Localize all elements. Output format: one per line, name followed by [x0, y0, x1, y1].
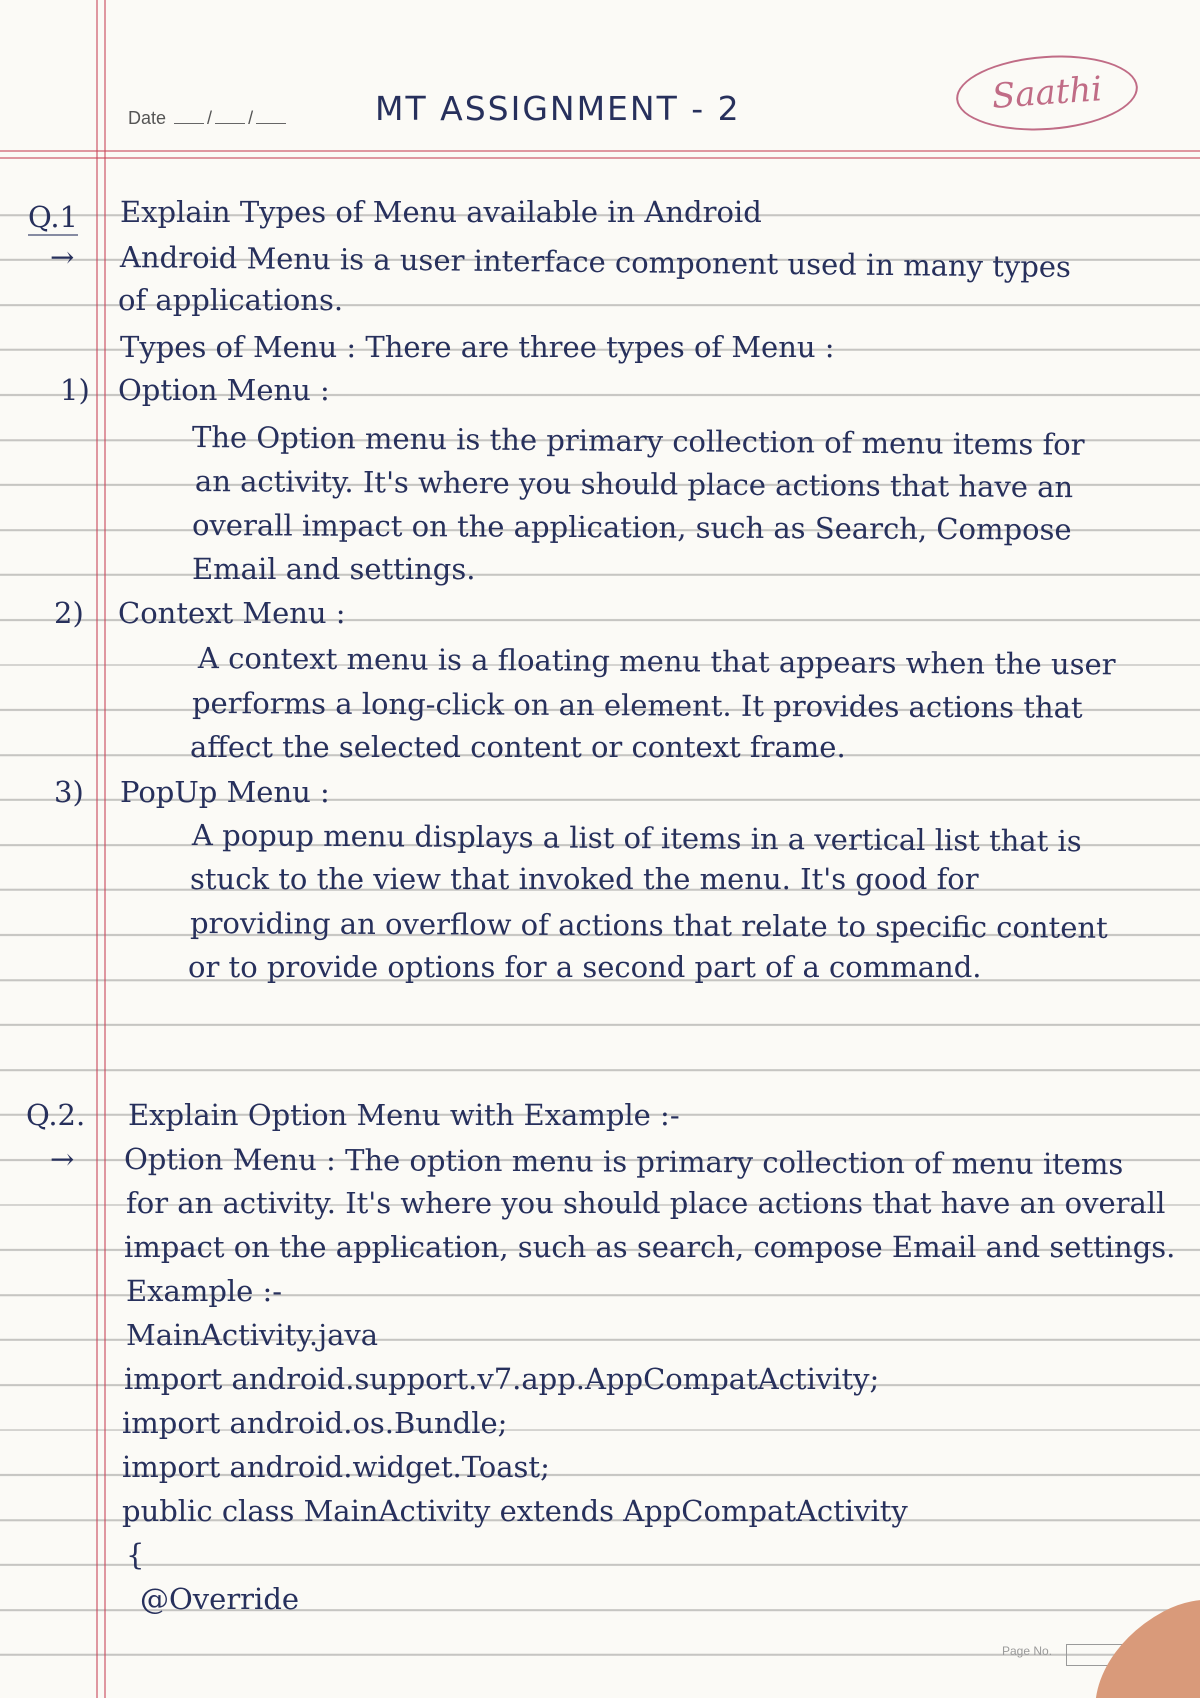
q2-filename: MainActivity.java	[126, 1318, 379, 1352]
date-label: Date	[128, 108, 167, 128]
brand-logo: Saathi	[954, 50, 1141, 137]
answer-arrow-2: →	[50, 1142, 75, 1176]
left-margin-line-inner	[104, 0, 106, 1698]
header-rule-inner	[0, 157, 1200, 159]
item-2-number: 2)	[54, 596, 84, 630]
item-2-line-2: performs a long-click on an element. It provides actions that	[191, 686, 1083, 725]
header-rule	[0, 150, 1200, 152]
q2-line-3: impact on the application, such as search, compose Email and settings.	[124, 1230, 1176, 1264]
item-1-line-4: Email and settings.	[192, 552, 476, 586]
item-2-line-3: affect the selected content or context frame.	[190, 730, 846, 764]
question-2-text: Explain Option Menu with Example :-	[128, 1098, 680, 1132]
item-3-line-4: or to provide options for a second part of a command.	[188, 950, 982, 984]
item-3-number: 3)	[54, 775, 84, 809]
item-3-line-3: providing an overflow of actions that relate to specific content	[189, 906, 1108, 945]
item-1-line-1: The Option menu is the primary collection of menu items for	[191, 420, 1085, 462]
item-3-line-2: stuck to the view that invoked the menu. It's good for	[190, 862, 979, 896]
q1-intro-line-2: of applications.	[118, 283, 344, 317]
code-line-import-2: import android.os.Bundle;	[122, 1406, 508, 1440]
date-field: Date / /	[128, 108, 289, 129]
item-1-line-2: an activity. It's where you should place actions that have an	[194, 464, 1074, 505]
code-line-class: public class MainActivity extends AppCompatActivity	[122, 1494, 908, 1528]
code-line-override: @Override	[140, 1582, 300, 1616]
code-line-import-3: import android.widget.Toast;	[122, 1450, 550, 1484]
question-1-text: Explain Types of Menu available in Android	[120, 195, 762, 229]
item-3-heading: PopUp Menu :	[120, 775, 330, 809]
question-2-label: Q.2.	[26, 1098, 86, 1132]
item-3-line-1: A popup menu displays a list of items in a vertical list that is	[191, 818, 1082, 859]
code-line-brace: {	[126, 1538, 145, 1572]
left-margin-line	[96, 0, 98, 1698]
question-1-label: Q.1	[28, 200, 78, 234]
page-title: MT ASSIGNMENT - 2	[375, 89, 741, 128]
answer-arrow-1: →	[50, 240, 75, 274]
q1-intro-line-1: Android Menu is a user interface component used in many types	[119, 240, 1072, 284]
item-1-number: 1)	[60, 373, 90, 407]
item-2-heading: Context Menu :	[118, 596, 346, 630]
q2-example-label: Example :-	[126, 1274, 283, 1308]
item-1-line-3: overall impact on the application, such as Search, Compose	[191, 508, 1072, 547]
item-1-heading: Option Menu :	[118, 373, 330, 407]
q1-types-line: Types of Menu : There are three types of Menu :	[120, 330, 835, 364]
q2-line-2: for an activity. It's where you should place actions that have an overall	[126, 1186, 1166, 1220]
code-line-import-1: import android.support.v7.app.AppCompatActivity;	[124, 1362, 880, 1396]
page-number-label: Page No.	[1002, 1644, 1053, 1658]
item-2-line-1: A context menu is a floating menu that appears when the user	[197, 641, 1116, 682]
thumb-in-corner	[1063, 1576, 1200, 1698]
q2-line-1: Option Menu : The option menu is primary collection of menu items	[123, 1142, 1124, 1182]
